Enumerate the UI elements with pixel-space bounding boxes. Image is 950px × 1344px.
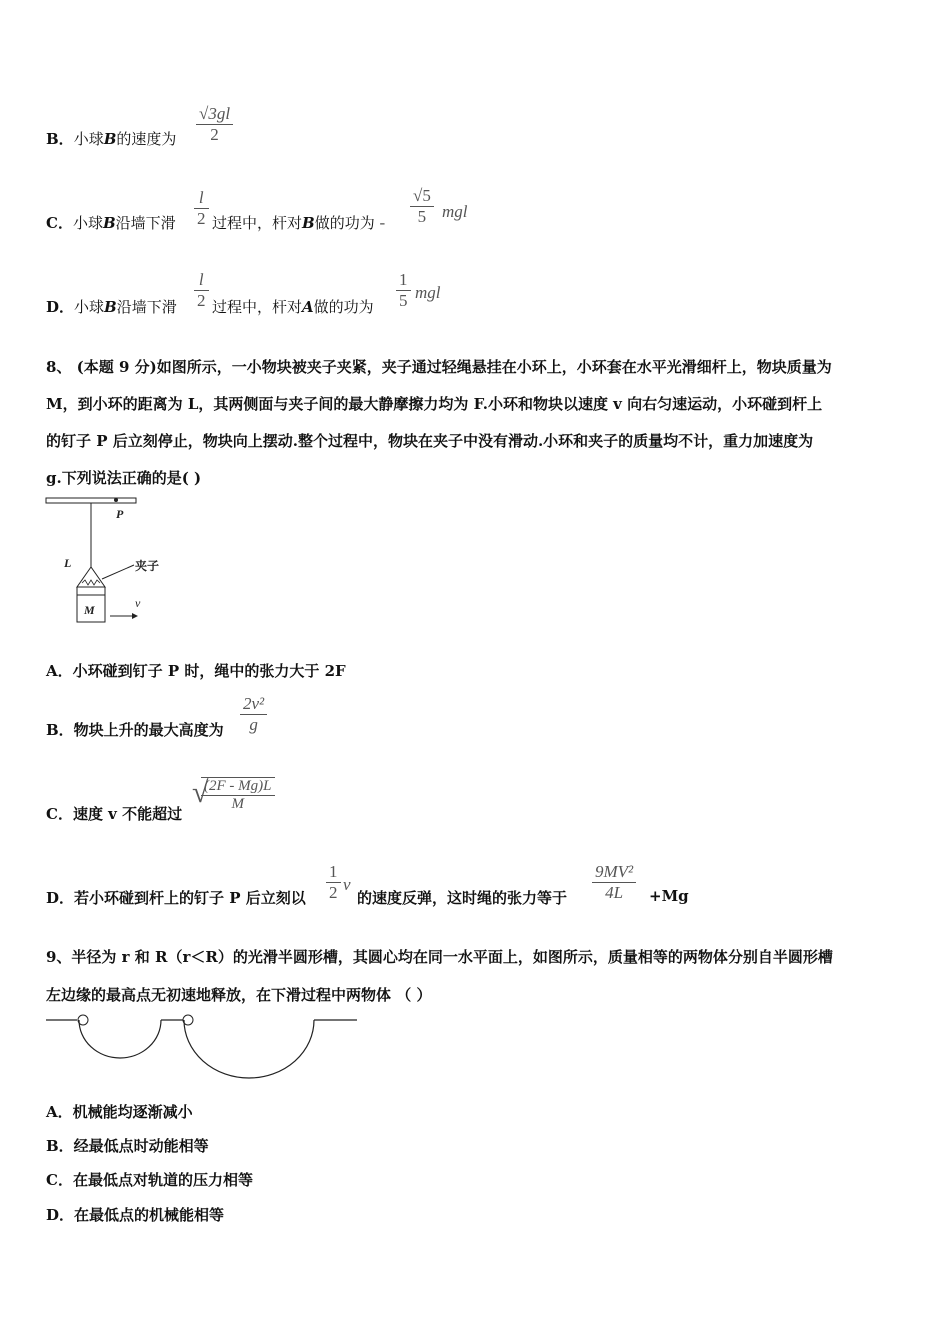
label-p: P <box>116 507 124 521</box>
q7-d-mgl: mgl <box>415 283 441 302</box>
q8-stem-line-2: M，到小环的距离为 L，其两侧面与夹子间的最大静摩擦力均为 F.小环和物块以速度 v 向右匀速运动，小环碰到杆上 <box>46 395 823 413</box>
label-v: v <box>135 596 141 610</box>
q9-stem-line-1: 9、半径为 r 和 R（r＜R）的光滑半圆形槽，其圆心均在同一水平面上，如图所示，质量相等的两物体分别自半圆形槽 <box>46 948 833 966</box>
q9-option-d: D．在最低点的机械能相等 <box>46 1206 225 1224</box>
q7-d-fraction-2: $\frac{1}{5}$ <box>396 270 411 311</box>
q9-option-b: B．经最低点时动能相等 <box>46 1137 209 1155</box>
clip-pointer <box>102 565 134 579</box>
clip <box>77 567 105 587</box>
q8-c-fraction: $\frac{(2F - Mg)L}{M}$ <box>201 777 275 813</box>
q8-stem-line-4: g.下列说法正确的是( ) <box>46 469 202 487</box>
q8-d-v: v <box>343 875 351 894</box>
horizontal-rod <box>46 498 136 503</box>
q7-option-c: C．小球B沿墙下滑 <box>46 214 176 232</box>
q8-figure <box>44 495 174 630</box>
q8-option-c: C．速度 v 不能超过 <box>46 805 183 823</box>
q7-c-fraction-1: $\frac{l}{2}$ <box>194 188 209 229</box>
q9-figure <box>44 1010 364 1085</box>
q7-option-d-rest: 过程中，杆对A做的功为 <box>212 298 374 316</box>
label-m: M <box>84 603 95 617</box>
label-l: L <box>64 556 72 570</box>
q8-option-a: A．小环碰到钉子 P 时，绳中的张力大于 2F <box>46 662 346 680</box>
q7-c-fraction-2: $\frac{√5}{5}$ <box>410 186 434 227</box>
q8-d-fraction-2: $\frac{\text{9MV²}}{4L}$ <box>592 862 636 903</box>
q8-d-fraction-1: $\frac{1}{2}$ <box>326 862 341 903</box>
small-semicircle-groove <box>79 1020 161 1058</box>
q7-d-fraction-1: $\frac{l}{2}$ <box>194 270 209 311</box>
label-clip: 夹子 <box>135 559 160 573</box>
nail-p <box>114 498 118 502</box>
q7-option-d: D．小球B沿墙下滑 <box>46 298 177 316</box>
q8-option-b: B．物块上升的最大高度为 <box>46 721 224 739</box>
q7-option-c-rest: 过程中，杆对B做的功为 - <box>212 213 386 232</box>
large-semicircle-groove <box>184 1020 314 1078</box>
q8-c-sqrt-sign: √ <box>192 776 209 809</box>
q8-option-d-rest: 的速度反弹，这时绳的张力等于 <box>357 889 568 907</box>
q7-option-b: B．小球B的速度为 <box>46 130 177 148</box>
q7-b-fraction: $\frac{√3gl}{2}$ <box>196 104 233 145</box>
q8-b-fraction: $\frac{\text{2v²}}{g}$ <box>240 694 267 735</box>
clip-spring <box>82 580 100 585</box>
q9-option-a: A．机械能均逐渐减小 <box>46 1103 193 1121</box>
velocity-arrowhead <box>132 613 138 619</box>
q8-stem-line-3: 的钉子 P 后立刻停止，物块向上摆动.整个过程中，物块在夹子中没有滑动.小环和夹子的质量均不计，重力加速度为 <box>46 432 814 450</box>
q9-option-c: C．在最低点对轨道的压力相等 <box>46 1171 253 1189</box>
q8-d-tail: +Mg <box>649 887 689 905</box>
q8-stem-line-1: 8、 (本题 9 分)如图所示，一小物块被夹子夹紧，夹子通过轻绳悬挂在小环上，小环套在水平光滑细杆上，物块质量为 <box>46 358 832 376</box>
q9-stem-line-2: 左边缘的最高点无初速地释放，在下滑过程中两物体 （ ） <box>46 986 432 1004</box>
q8-option-d: D．若小环碰到杆上的钉子 P 后立刻以 <box>46 889 306 907</box>
q7-c-mgl: mgl <box>442 202 468 221</box>
